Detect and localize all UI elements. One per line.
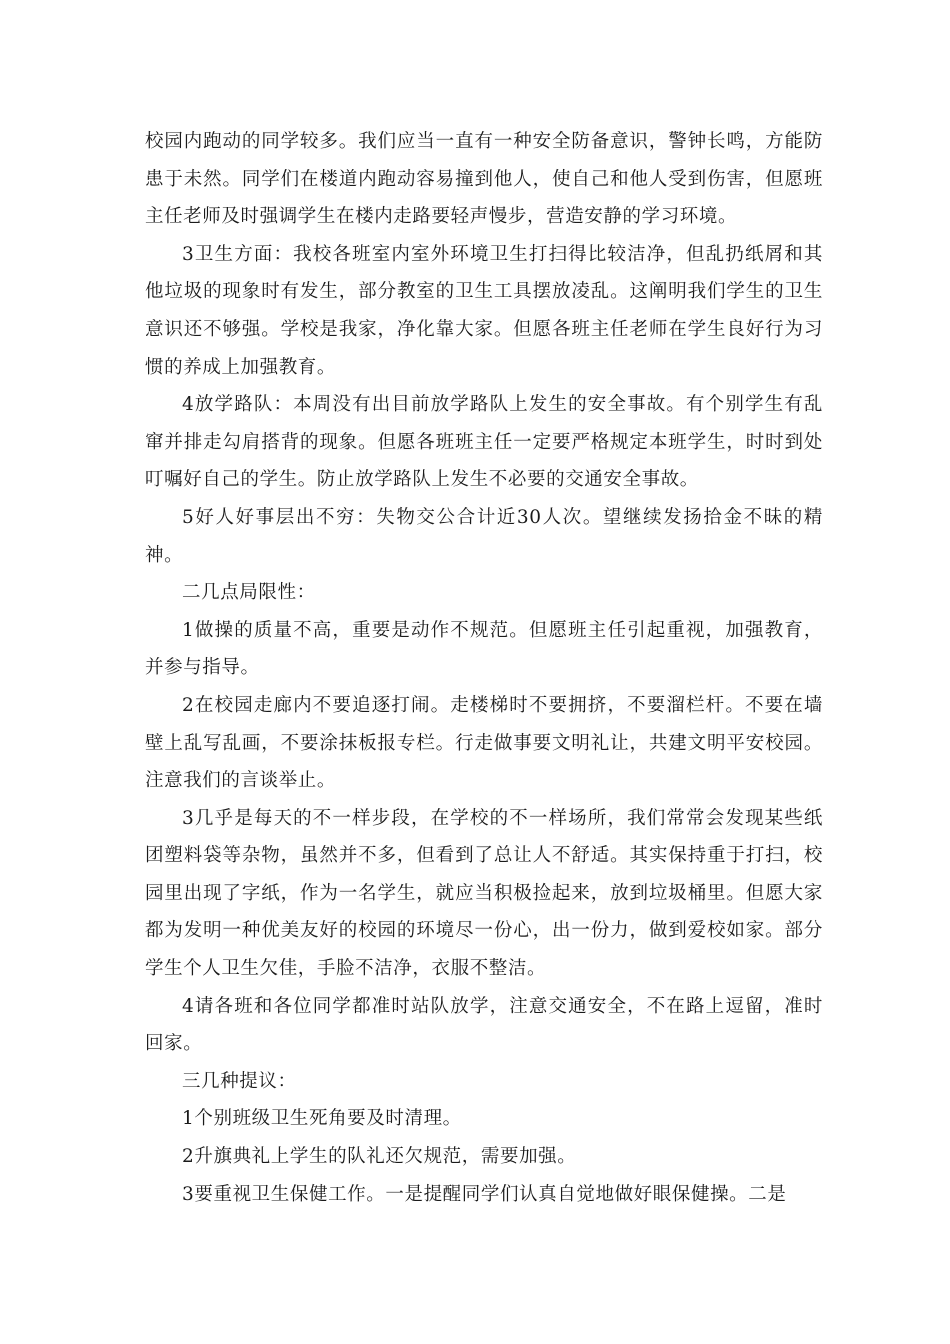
- paragraph-traffic: 4请各班和各位同学都准时站队放学，注意交通安全，不在路上逗留，准时回家。: [145, 995, 823, 1055]
- paragraph-continuation: 校园内跑动的同学较多。我们应当一直有一种安全防备意识，警钟长鸣，方能防患于未然。同学们在楼道内跑动容易撞到他人，使自己和他人受到伤害，但愿班主任老师及时强调学生在楼内走路要轻声慢步，营造安静的学习环境。: [145, 131, 823, 228]
- paragraph-suggestion-2: 2升旗典礼上学生的队礼还欠规范，需要加强。: [182, 1146, 577, 1168]
- paragraph-litter: 3几乎是每天的不一样步段，在学校的不一样场所，我们常常会发现某些纸团塑料袋等杂物，虽然并不多，但看到了总让人不舒适。其实保持重于打扫，校园里出现了字纸，作为一名学生，就应当积极捡起来，放到垃圾桶里。但愿大家都为发明一种优美友好的校园的环境尽一份心，出一份力，做到爱校如家。部分学生个人卫生欠佳，手脸不洁净，衣服不整洁。: [145, 807, 823, 980]
- paragraph-suggestion-1: 1个别班级卫生死角要及时清理。: [182, 1108, 462, 1130]
- paragraph-exercise: 1做操的质量不高，重要是动作不规范。但愿班主任引起重视，加强教育，并参与指导。: [145, 619, 823, 679]
- section-heading-shortcomings: 二几点局限性：: [182, 582, 316, 604]
- paragraph-hygiene: 3卫生方面：我校各班室内室外环境卫生打扫得比较洁净，但乱扔纸屑和其他垃圾的现象时有发生，部分教室的卫生工具摆放凌乱。这阐明我们学生的卫生意识还不够强。学校是我家，净化靠大家。但愿各班主任老师在学生良好行为习惯的养成上加强教育。: [145, 243, 823, 378]
- paragraph-corridor: 2在校园走廊内不要追逐打闹。走楼梯时不要拥挤，不要溜栏杆。不要在墙壁上乱写乱画，不要涂抹板报专栏。行走做事要文明礼让，共建文明平安校园。注意我们的言谈举止。: [145, 694, 823, 792]
- paragraph-suggestion-3: 3要重视卫生保健工作。一是提醒同学们认真自觉地做好眼保健操。二是: [182, 1183, 787, 1205]
- paragraph-good-deeds: 5好人好事层出不穷：失物交公合计近30人次。望继续发扬拾金不昧的精神。: [145, 506, 823, 566]
- paragraph-dismissal-line: 4放学路队：本周没有出目前放学路队上发生的安全事故。有个别学生有乱窜并排走勾肩搭背的现象。但愿各班班主任一定要严格规定本班学生，时时到处叮嘱好自己的学生。防止放学路队上发生不必要的交通安全事故。: [145, 394, 823, 491]
- document-body: [145, 123, 823, 1213]
- section-heading-suggestions: 三几种提议：: [182, 1070, 297, 1092]
